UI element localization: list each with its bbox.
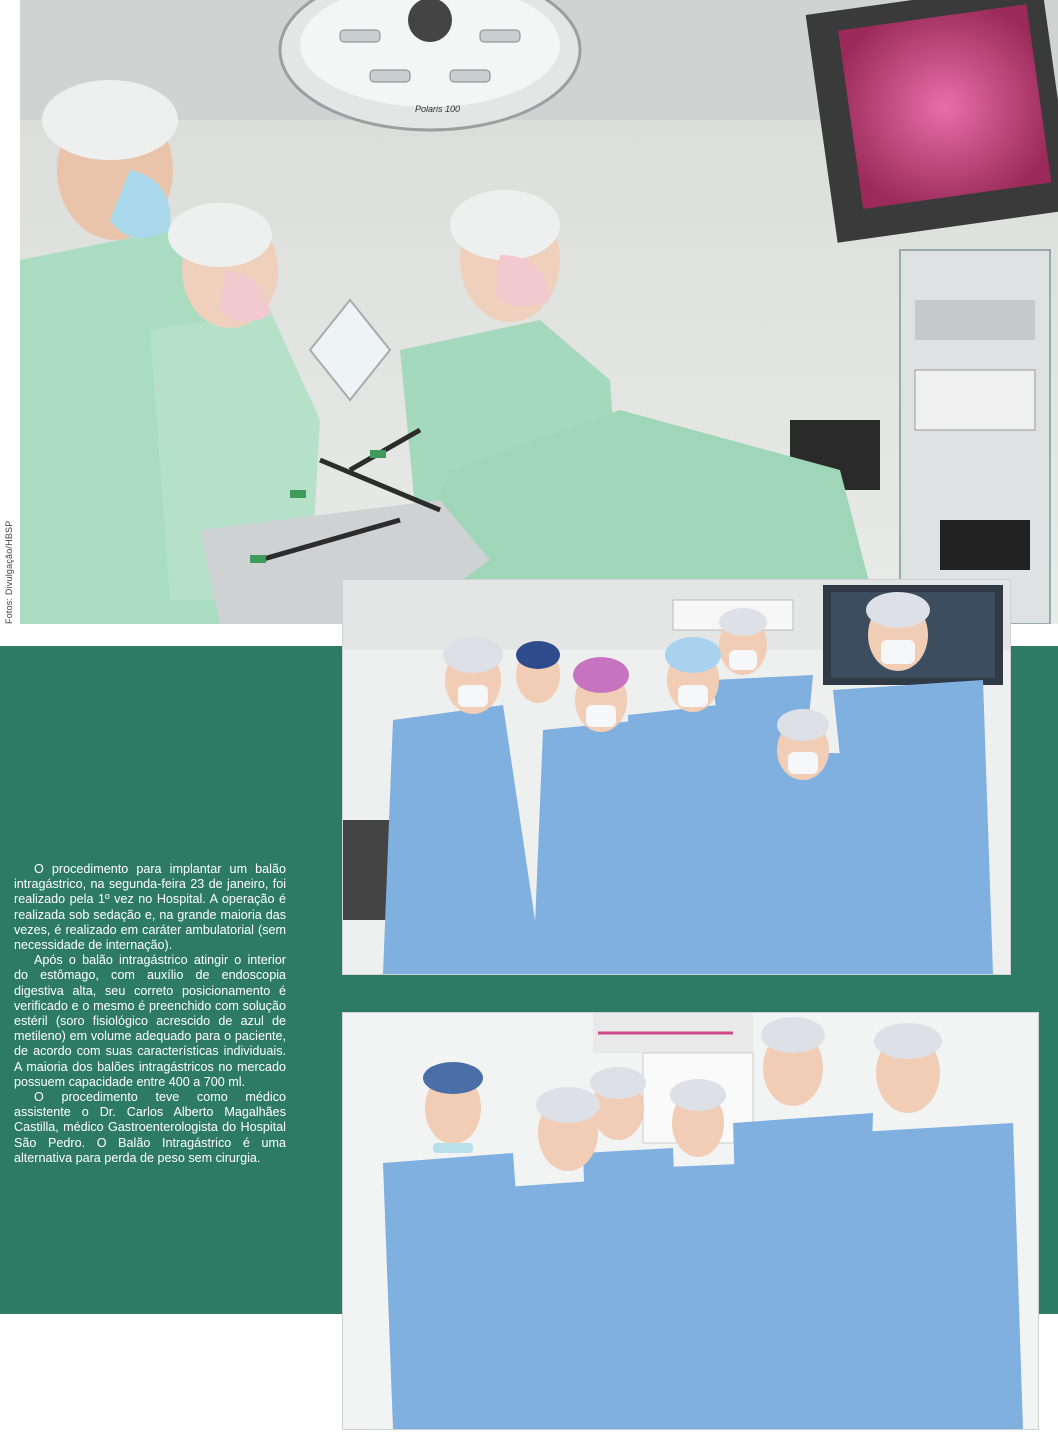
- article-paragraph-2: Após o balão intragástrico atingir o interior do estômago, com auxílio de endoscopia digestiva alta, seu correto posicionamento é verificado e o mesmo é preenchido com solução estéril (soro fisiológico acrescido de azul de metileno) em volume adequado para o paciente, de acordo com suas características individuais. A maioria dos balões intragástricos no mercado possuem capacidade entre 400 a 700 ml.: [14, 953, 286, 1089]
- article-paragraph-1: O procedimento para implantar um balão intragástrico, na segunda-feira 23 de janeiro, foi realizado pela 1º vez no Hospital. A operação é realizada sob sedação e, na grande maioria das vezes, é realizado em caráter ambulatorial (sem necessidade de internação).: [14, 862, 286, 953]
- team-photo-2: [342, 1012, 1039, 1430]
- team-1-illustration: [343, 580, 1010, 974]
- surgery-illustration: [20, 0, 1058, 624]
- article-paragraph-3: O procedimento teve como médico assistente o Dr. Carlos Alberto Magalhães Castilla, médico Gastroenterologista do Hospital São Pedro. O Balão Intragástrico é uma alternativa para perda de peso sem cirurgia.: [14, 1090, 286, 1165]
- team-1-people: [383, 592, 993, 974]
- team-2-illustration: [343, 1013, 1038, 1429]
- photo-credit: Fotos: Divulgação/HBSP: [4, 520, 14, 624]
- article-body: [14, 862, 286, 1166]
- surgery-photo: [20, 0, 1058, 624]
- endoscopy-monitor: [806, 0, 1058, 243]
- team-photo-1: [342, 579, 1011, 975]
- lamp-label: Polaris 100: [415, 104, 461, 114]
